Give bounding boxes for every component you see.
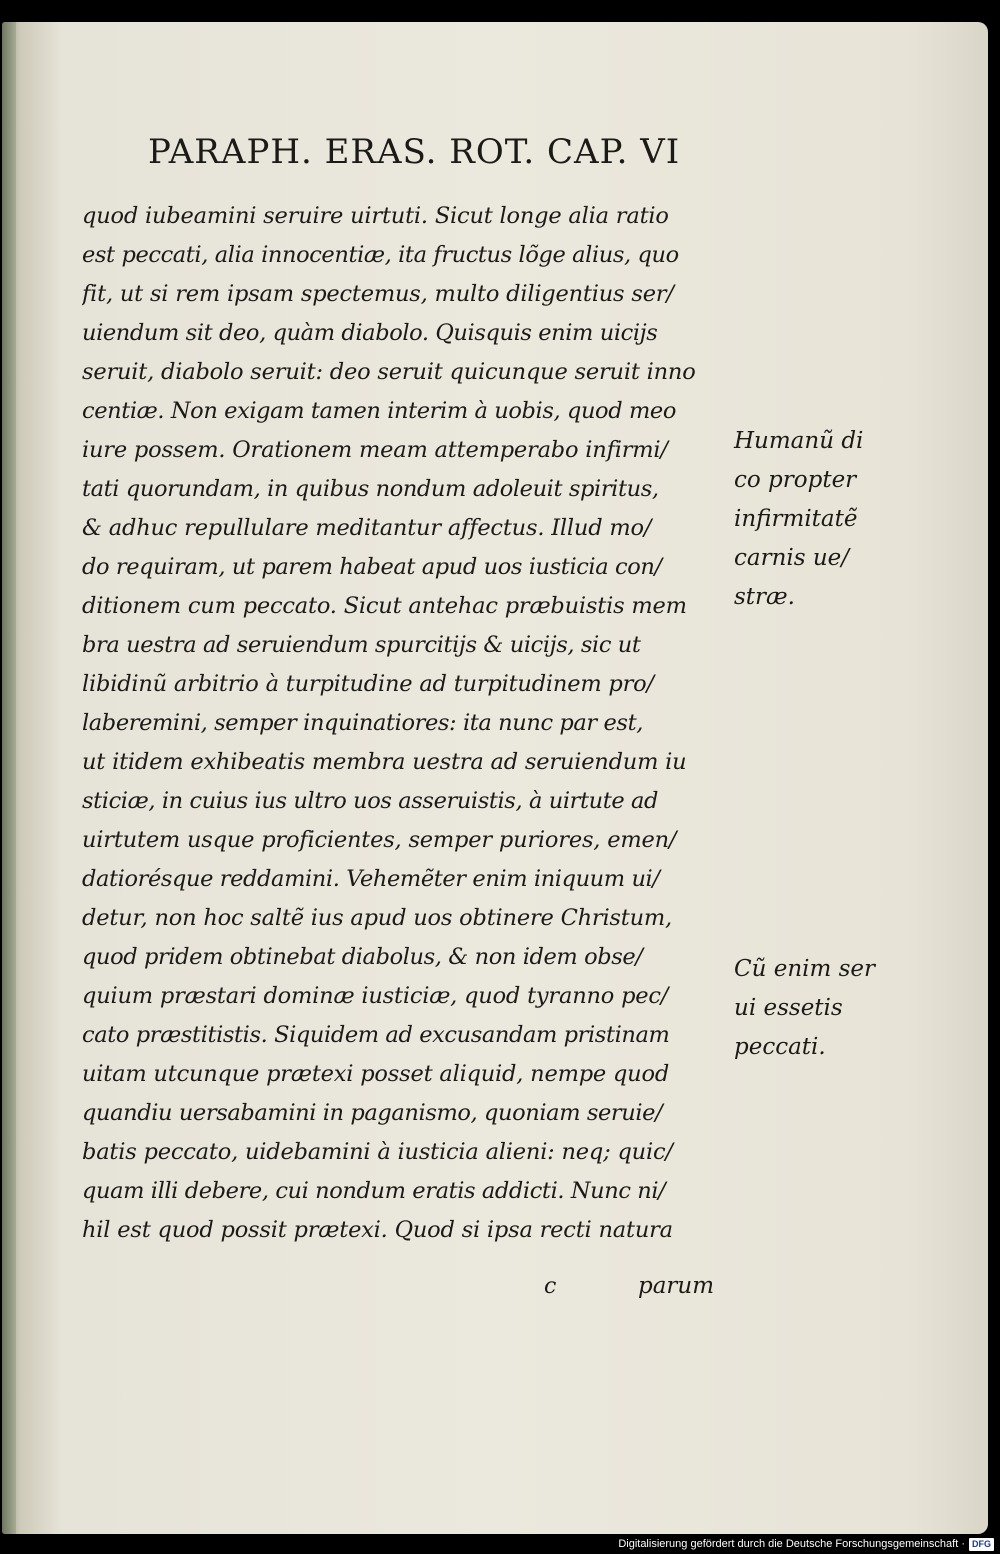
text-line: quam illi debere, cui nondum eratis addicti. Nunc ni/ — [82, 1178, 666, 1204]
text-line: do requiram, ut parem habeat apud uos iusticia con/ — [82, 554, 662, 580]
text-line: iure possem. Orationem meam attemperabo infirmi/ — [82, 437, 668, 463]
margin-note-line: co propter — [734, 467, 857, 493]
margin-note-humanum — [734, 422, 974, 617]
text-line: datiorésque reddamini. Vehemẽter enim iniquum ui/ — [82, 866, 660, 892]
text-line: fit, ut si rem ipsam spectemus, multo diligentius ser/ — [82, 281, 674, 307]
catchword: parum — [638, 1273, 715, 1299]
footer-credit-text: Digitalisierung gefördert durch die Deutsche Forschungsgemeinschaft · — [618, 1538, 965, 1550]
signature-mark: c — [544, 1274, 557, 1299]
text-line: tati quorundam, in quibus nondum adoleuit spiritus, — [82, 476, 659, 502]
margin-note-line: ui essetis — [734, 995, 843, 1021]
text-line: quandiu uersabamini in paganismo, quoniam seruie/ — [82, 1100, 663, 1126]
margin-note-line: stræ. — [734, 584, 795, 610]
margin-note-line: carnis ue/ — [734, 545, 850, 571]
text-line: bra uestra ad seruiendum spurcitijs & uicijs, sic ut — [82, 632, 641, 658]
margin-note-line: infirmitatẽ — [734, 506, 858, 532]
text-line: & adhuc repullulare meditantur affectus. Illud mo/ — [82, 515, 652, 541]
text-line: libidinũ arbitrio à turpitudine ad turpitudinem pro/ — [82, 671, 654, 697]
text-line: uiendum sit deo, quàm diabolo. Quisquis enim uicijs — [82, 320, 658, 346]
text-line: laberemini, semper inquinatiores: ita nunc par est, — [82, 710, 643, 736]
main-text-block — [82, 197, 732, 1250]
book-page — [2, 22, 988, 1534]
text-line: seruit, diabolo seruit: deo seruit quicunque seruit inno — [82, 359, 696, 385]
text-line: ut itidem exhibeatis membra uestra ad seruiendum iu — [82, 749, 687, 775]
margin-note-line: Cũ enim ser — [734, 956, 876, 982]
margin-note-line: peccati. — [734, 1034, 826, 1060]
text-line: quod iubeamini seruire uirtuti. Sicut longe alia ratio — [82, 203, 669, 229]
text-line: centiæ. Non exigam tamen interim à uobis, quod meo — [82, 398, 676, 424]
text-line: quium præstari dominæ iusticiæ, quod tyranno pec/ — [82, 983, 669, 1009]
text-line: uitam utcunque prætexi posset aliquid, nempe quod — [82, 1061, 670, 1087]
digitization-footer — [618, 1536, 994, 1552]
catchline — [82, 1267, 732, 1306]
margin-note-line: Humanũ di — [734, 428, 864, 454]
text-line: uirtutem usque proficientes, semper puriores, emen/ — [82, 827, 677, 853]
text-line: batis peccato, uidebamini à iusticia alieni: neq; quic/ — [82, 1139, 673, 1165]
running-head: PARAPH. ERAS. ROT. CAP. VI — [148, 132, 681, 172]
text-line: est peccati, alia innocentiæ, ita fructus lõge alius, quo — [82, 242, 679, 268]
text-line: cato præstitistis. Siquidem ad excusandam pristinam — [82, 1022, 670, 1048]
page-spine-shadow — [2, 22, 16, 1534]
text-line: ditionem cum peccato. Sicut antehac præbuistis mem — [82, 593, 687, 619]
text-line: hil est quod possit prætexi. Quod si ipsa recti natura — [82, 1217, 673, 1243]
text-line: sticiæ, in cuius ius ultro uos asseruistis, à uirtute ad — [82, 788, 659, 814]
dfg-logo: DFG — [969, 1538, 994, 1551]
margin-note-cum-enim — [734, 950, 974, 1067]
text-line: quod pridem obtinebat diabolus, & non idem obse/ — [82, 944, 643, 970]
text-line: detur, non hoc saltẽ ius apud uos obtinere Christum, — [82, 905, 673, 931]
